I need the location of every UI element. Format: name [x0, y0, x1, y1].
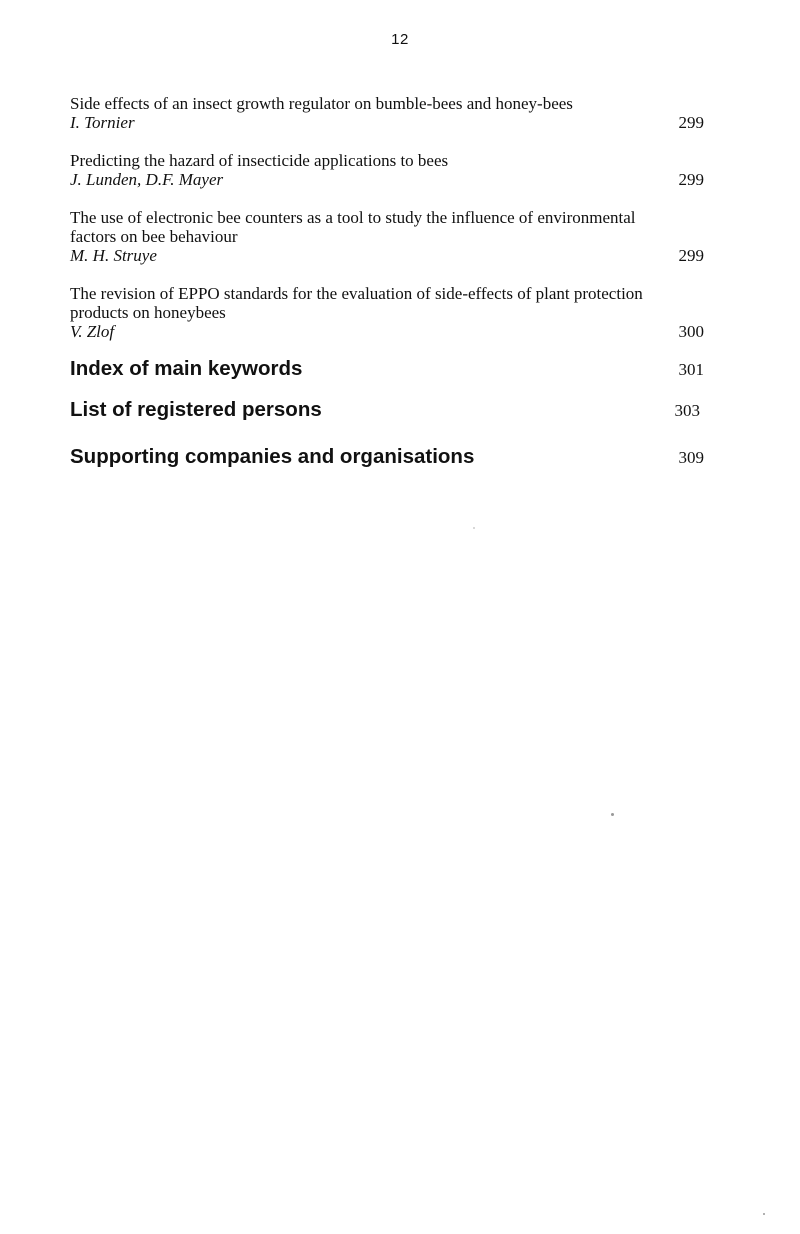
entry-title: Side effects of an insect growth regulator on bumble-bees and honey-bees: [70, 94, 573, 113]
entry-authors: J. Lunden, D.F. Mayer: [70, 170, 224, 189]
entry-title: Predicting the hazard of insecticide applications to bees: [70, 151, 449, 170]
toc-entry: [70, 151, 704, 189]
entry-authors: V. Zlof: [70, 322, 115, 341]
entry-page-number: 299: [678, 246, 704, 265]
scan-speck: [763, 1213, 765, 1215]
scan-speck: [473, 527, 475, 529]
entry-title: The use of electronic bee counters as a tool to study the influence of environmental factors on bee behaviour: [70, 208, 636, 246]
toc-entry: [70, 208, 704, 265]
entry-author-line: [70, 246, 704, 265]
entry-author-line: [70, 322, 704, 341]
toc-section: [70, 357, 704, 381]
section-page-number: 303: [674, 401, 700, 420]
section-page-number: 301: [678, 360, 704, 379]
section-title: List of registered persons: [70, 398, 322, 421]
entry-author-line: [70, 113, 704, 132]
entry-page-number: 299: [678, 113, 704, 132]
toc-section: [70, 398, 700, 422]
entry-page-number: 300: [678, 322, 704, 341]
entry-author-line: [70, 170, 704, 189]
toc-section: [70, 445, 704, 469]
entry-authors: M. H. Struye: [70, 246, 157, 265]
entry-title: The revision of EPPO standards for the evaluation of side-effects of plant protection products on honeybees: [70, 284, 643, 322]
table-of-contents: [70, 94, 704, 469]
section-title: Supporting companies and organisations: [70, 445, 475, 468]
page-number: 12: [391, 31, 409, 48]
section-title: Index of main keywords: [70, 357, 303, 380]
section-page-number: 309: [678, 448, 704, 467]
entry-page-number: 299: [678, 170, 704, 189]
entry-authors: I. Tornier: [70, 113, 135, 132]
toc-entry: [70, 94, 704, 132]
toc-entry: [70, 284, 704, 341]
scan-speck: [611, 813, 614, 816]
